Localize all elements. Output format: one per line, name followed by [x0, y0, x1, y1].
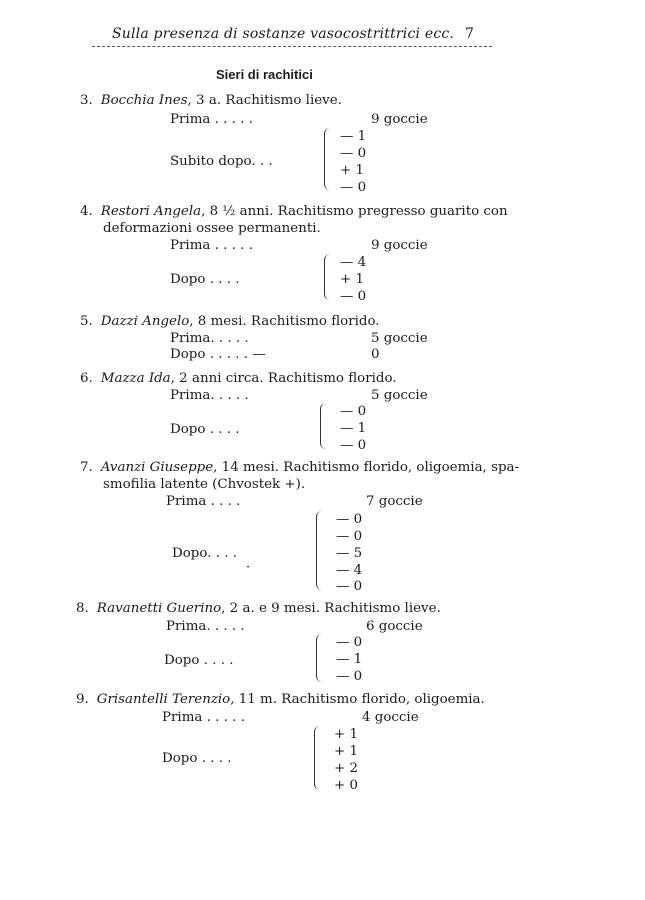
patient-name: Restori Angela	[100, 204, 202, 219]
patient-name: Mazza Ida	[100, 371, 171, 386]
stray-mark: ·	[246, 560, 251, 575]
case-3-heading	[80, 94, 342, 107]
prima-value: 5 goccie	[371, 331, 428, 346]
value: — 0	[336, 512, 363, 527]
patient-name: Dazzi Angelo	[100, 314, 190, 329]
brace	[314, 726, 321, 790]
patient-name: Avanzi Giuseppe	[100, 460, 214, 475]
case-8-heading	[76, 602, 441, 615]
prima-label: Prima. . . . .	[166, 619, 245, 634]
value: + 1	[340, 163, 364, 178]
prima-value: 6 goccie	[366, 619, 423, 634]
dopo-label: Dopo . . . .	[162, 751, 232, 766]
section-title: Sieri di rachitici	[216, 67, 313, 82]
value: — 0	[340, 438, 367, 453]
value: + 1	[334, 727, 358, 742]
value: — 0	[336, 635, 363, 650]
case-number: 9.	[76, 692, 89, 707]
case-4-heading	[80, 205, 508, 218]
prima-label: Prima . . . . .	[170, 238, 253, 253]
prima-label: Prima. . . . .	[170, 388, 249, 403]
value: + 0	[334, 778, 358, 793]
value: — 1	[336, 652, 363, 667]
value: — 4	[336, 563, 363, 578]
case-description-continued: deformazioni ossee permanenti.	[103, 221, 321, 236]
running-head: Sulla presenza di sostanze vasocostrittrici ecc.	[112, 26, 455, 42]
brace	[320, 403, 327, 449]
value: — 0	[336, 579, 363, 594]
value: 0	[371, 347, 380, 362]
case-7-heading	[80, 461, 519, 474]
case-description: , 8 ½ anni. Rachitismo pregresso guarito con	[201, 204, 508, 219]
case-6-heading	[80, 372, 397, 385]
case-number: 3.	[80, 93, 93, 108]
brace	[316, 511, 323, 590]
case-description: , 11 m. Rachitismo florido, oligoemia.	[230, 692, 485, 707]
prima-label: Prima . . . . .	[162, 710, 245, 725]
brace	[324, 128, 331, 190]
value: — 1	[340, 129, 367, 144]
value: — 0	[336, 669, 363, 684]
value: — 0	[340, 180, 367, 195]
dopo-label: Dopo . . . .	[170, 272, 240, 287]
case-5-heading	[80, 315, 380, 328]
brace	[324, 254, 331, 300]
patient-name: Bocchia Ines	[100, 93, 188, 108]
value: — 0	[340, 289, 367, 304]
prima-label: Prima . . . . .	[170, 112, 253, 127]
dopo-label: Dopo . . . .	[170, 422, 240, 437]
case-number: 7.	[80, 460, 93, 475]
case-number: 8.	[76, 601, 89, 616]
dopo-label: Dopo . . . . . —	[170, 347, 266, 362]
value: — 0	[340, 146, 367, 161]
prima-value: 9 goccie	[371, 238, 428, 253]
brace	[316, 634, 323, 682]
value: — 0	[340, 404, 367, 419]
prima-value: 9 goccie	[371, 112, 428, 127]
header-rule	[92, 46, 492, 47]
case-number: 5.	[80, 314, 93, 329]
prima-label: Prima. . . . .	[170, 331, 249, 346]
prima-label: Prima . . . .	[166, 494, 241, 509]
value: — 1	[340, 421, 367, 436]
case-description: , 2 anni circa. Rachitismo florido.	[170, 371, 397, 386]
patient-name: Grisantelli Terenzio	[96, 692, 231, 707]
case-9-heading	[76, 693, 485, 706]
value: — 0	[336, 529, 363, 544]
value: + 2	[334, 761, 358, 776]
case-description: , 14 mesi. Rachitismo florido, oligoemia, spa-	[213, 460, 520, 475]
case-description-continued: smofilia latente (Chvostek +).	[103, 477, 306, 492]
case-description: , 3 a. Rachitismo lieve.	[187, 93, 342, 108]
case-description: , 2 a. e 9 mesi. Rachitismo lieve.	[221, 601, 441, 616]
prima-value: 7 goccie	[366, 494, 423, 509]
value: — 4	[340, 255, 367, 270]
page-number: 7	[465, 26, 474, 42]
dopo-label: Subito dopo. . .	[170, 154, 273, 169]
value: + 1	[334, 744, 358, 759]
case-number: 4.	[80, 204, 93, 219]
prima-value: 4 goccie	[362, 710, 419, 725]
patient-name: Ravanetti Guerino	[96, 601, 222, 616]
dopo-label: Dopo . . . .	[164, 653, 234, 668]
dopo-label: Dopo. . . .	[172, 546, 237, 561]
case-number: 6.	[80, 371, 93, 386]
value: + 1	[340, 272, 364, 287]
case-description: , 8 mesi. Rachitismo florido.	[189, 314, 380, 329]
prima-value: 5 goccie	[371, 388, 428, 403]
value: — 5	[336, 546, 363, 561]
